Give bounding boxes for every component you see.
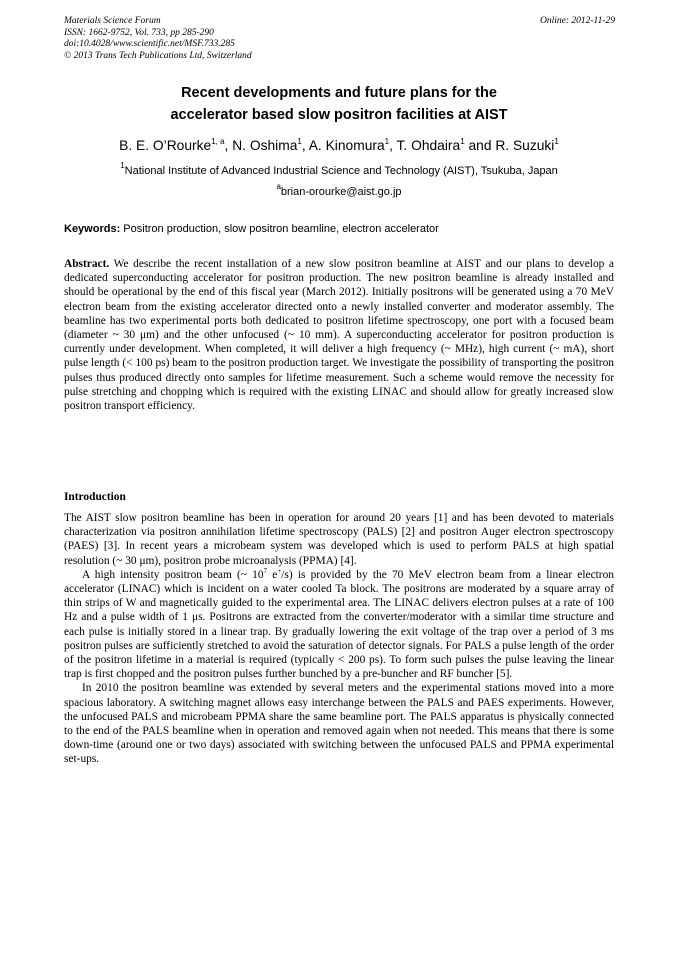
journal-doi: doi:10.4028/www.scientific.net/MSF.733.285 bbox=[64, 39, 235, 49]
paragraph-text: A high intensity positron beam (~ 10 bbox=[82, 568, 264, 581]
author-name: B. E. O’Rourke bbox=[119, 138, 212, 153]
paper-title-line-2: accelerator based slow positron facilities at AIST bbox=[170, 107, 508, 123]
paper-title-line-1: Recent developments and future plans for the bbox=[181, 85, 497, 101]
author-separator: , bbox=[301, 138, 309, 153]
author-separator: and bbox=[464, 138, 496, 153]
affiliation-text: National Institute of Advanced Industrial Science and Technology (AIST), Tsukuba, Japan bbox=[124, 165, 558, 177]
affiliation bbox=[64, 161, 614, 178]
keywords-text: Positron production, slow positron beamline, electron accelerator bbox=[120, 223, 439, 235]
author-separator: , bbox=[224, 138, 233, 153]
email-mark: a bbox=[276, 182, 281, 191]
journal-issn: ISSN: 1662-9752, Vol. 733, pp 285-290 bbox=[64, 27, 214, 38]
charge-sign: + bbox=[277, 566, 282, 575]
author-name: R. Suzuki bbox=[495, 138, 555, 153]
paper-title bbox=[64, 82, 614, 126]
email-address: brian-orourke@aist.go.jp bbox=[280, 186, 402, 198]
author-affiliation-mark: 1 bbox=[384, 137, 390, 146]
author-affiliation-mark: 1, a bbox=[211, 137, 225, 146]
abstract bbox=[64, 257, 614, 413]
journal-header bbox=[64, 16, 252, 62]
paragraph-text: /s) is provided by the 70 MeV electron beam from a linear electron accelerator (LINAC) which is incident on a water cooled Ta block. The positrons are moderated by a square array of thin strips of W and magnetically guided to the experimental area. The LINAC delivers electron pulses at a rate of 100 Hz and a pulse width of 1 μs. Positrons are extracted from the converter/moderator with a similar time structure and each pulse is initially stored in a linear trap. By gradually lowering the exit voltage of the trap over a period of 3 ms positron pulses are sufficiently stretched to avoid the saturation of detector signals. For PALS a pulse length of the order of the positron lifetime in a material is required (typically < 200 ps). To form such pulses the pulse leaving the linear trap is first chopped and the positron pulses further bunched by a pre-buncher and RF buncher [5]. bbox=[64, 568, 614, 681]
introduction-body bbox=[64, 511, 614, 767]
contact-email bbox=[64, 182, 614, 199]
paragraph: In 2010 the positron beamline was extended by several meters and the experimental stations moved into a more spacious laboratory. A switching magnet allows easy interchange between the PALS and PAES experiments. However, the unfocused PALS and microbeam PPMA share the same beamline port. The PALS apparatus is physically connected to the end of the PALS beamline when in operation and removed again when not needed. This means that there is some down-time (around one or two days) associated with switching between the unfocused PALS and PPMA experimental set-ups. bbox=[64, 682, 614, 766]
author-name: T. Ohdaira bbox=[396, 138, 461, 153]
author-affiliation-mark: 1 bbox=[554, 137, 559, 146]
online-date: Online: 2012-11-29 bbox=[539, 16, 615, 26]
keywords bbox=[64, 222, 614, 236]
author-affiliation-mark: 1 bbox=[460, 137, 465, 146]
paragraph-text: e bbox=[267, 568, 278, 581]
abstract-label: Abstract. bbox=[64, 258, 110, 270]
affiliation-mark: 1 bbox=[120, 161, 125, 170]
author-list bbox=[64, 137, 614, 155]
section-heading-introduction: Introduction bbox=[64, 491, 126, 503]
paragraph bbox=[64, 568, 614, 682]
author-separator: , bbox=[389, 138, 397, 153]
abstract-text: We describe the recent installation of a new slow positron beamline at AIST and our plans to develop a dedicated superconducting accelerator for positron production. The new positron beamline is already installed and should be operational by the end of this fiscal year (March 2012). Initially positrons will be generated using a 70 MeV electron beam from the existing accelerator directed onto a newly installed converter and moderator assembly. The beamline has two experimental ports both dedicated to positron lifetime spectroscopy, one port with a focused beam (diameter ~ 30 μm) and the other unfocused (~ 10 mm). A superconducting accelerator for positron production is currently under development. When completed, it will deliver a high frequency (~ MHz), high current (~ mA), short pulse length (< 100 ps) beam to the positron production target. We investigate the possibility of transporting the positron pulses thus produced directly onto samples for lifetime measurement. Such a scheme would remove the necessity for pulse stretching and chopping which is required with the existing LINAC and should allow for greatly increased slow positron transport efficiency. bbox=[64, 258, 614, 413]
author-affiliation-mark: 1 bbox=[297, 137, 302, 146]
journal-name: Materials Science Forum bbox=[64, 16, 161, 26]
keywords-label: Keywords: bbox=[64, 223, 121, 235]
author-name: N. Oshima bbox=[232, 138, 298, 153]
exponent: 7 bbox=[263, 566, 268, 575]
author-name: A. Kinomura bbox=[308, 138, 385, 153]
paragraph: The AIST slow positron beamline has been in operation for around 20 years [1] and has been devoted to materials characterization via positron annihilation lifetime spectroscopy (PALS) [2] and positron Auger electron spectroscopy (PAES) [3]. In recent years a microbeam system was developed which is used to perform PALS at high spatial resolution (~ 30 μm), positron probe microanalysis (PPMA) [4]. bbox=[64, 512, 614, 567]
journal-copyright: © 2013 Trans Tech Publications Ltd, Switzerland bbox=[64, 50, 252, 61]
